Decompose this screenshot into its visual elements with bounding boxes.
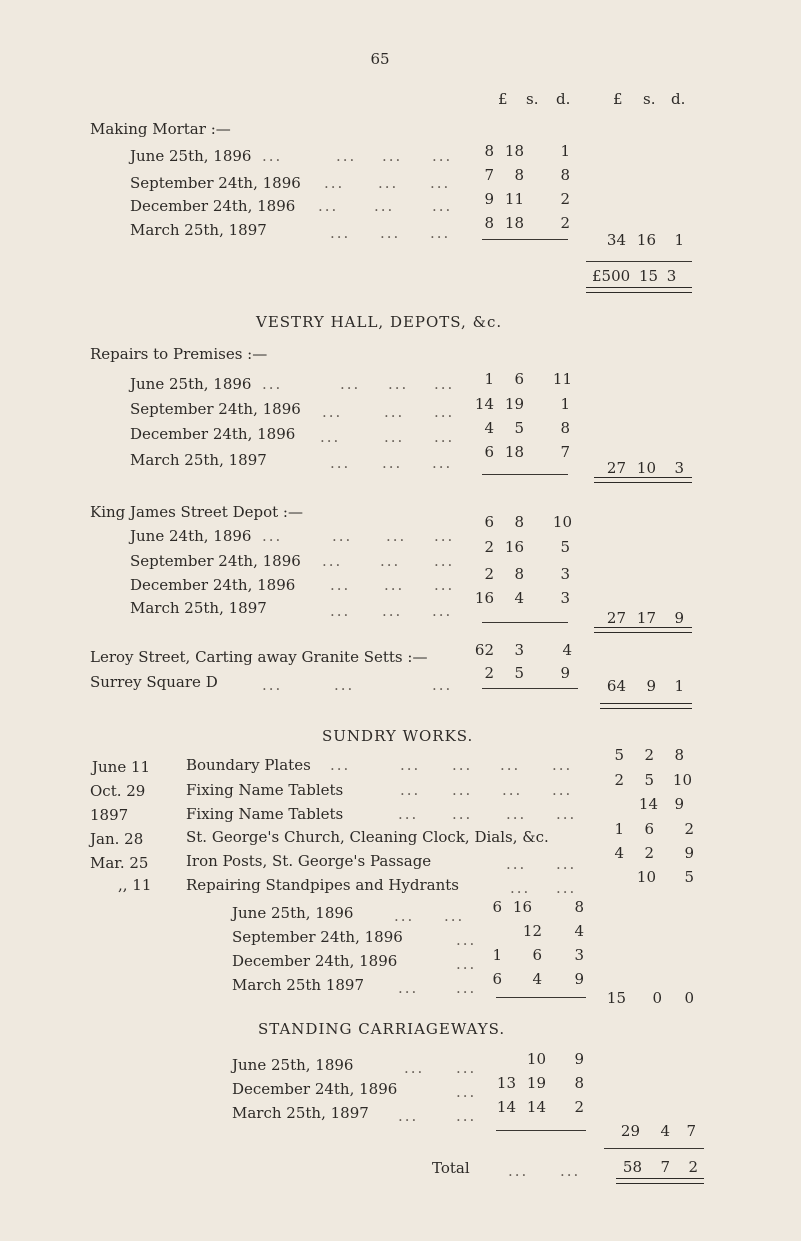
- double-rule: [594, 627, 692, 633]
- amt-shillings: 14: [526, 1098, 546, 1116]
- row-label: December 24th, 1896: [130, 197, 296, 215]
- leader-dots: ...: [500, 756, 521, 774]
- total-shillings: 7: [660, 1158, 670, 1176]
- leader-dots: ...: [330, 224, 351, 242]
- leader-dots: ...: [432, 602, 453, 620]
- row-label: March 25th, 1897: [130, 451, 267, 469]
- leader-dots: ...: [432, 676, 453, 694]
- leader-dots: ...: [452, 805, 473, 823]
- leader-dots: ...: [382, 454, 403, 472]
- amt-pence: 2: [684, 820, 694, 838]
- total-pence: 7: [686, 1122, 696, 1140]
- amt-pence: 10: [552, 513, 572, 531]
- total-pence: 0: [684, 989, 694, 1007]
- subtotal-rule: [482, 474, 568, 475]
- leader-dots: ...: [502, 781, 523, 799]
- amt-pence: 11: [552, 370, 572, 388]
- double-rule: [594, 477, 692, 483]
- leader-dots: ...: [434, 527, 455, 545]
- col-header-shilling-2: s.: [643, 90, 656, 108]
- total-pounds: 64: [606, 677, 626, 695]
- amt-pence: 8: [674, 746, 684, 764]
- amt-pence: 9: [574, 1050, 584, 1068]
- leader-dots: ...: [456, 1083, 477, 1101]
- amt-pounds: 6: [484, 513, 494, 531]
- amt-shillings: 12: [522, 922, 542, 940]
- row-date: Oct. 29: [90, 782, 146, 800]
- leader-dots: ...: [556, 805, 577, 823]
- amt-pounds: 16: [474, 589, 494, 607]
- total-pence: 9: [674, 609, 684, 627]
- row-label: Fixing Name Tablets: [186, 805, 344, 823]
- total-shillings: 0: [652, 989, 662, 1007]
- section-heading-vestry: VESTRY HALL, DEPOTS, &c.: [256, 313, 503, 331]
- amt-shillings: 19: [504, 395, 524, 413]
- row-label: September 24th, 1896: [130, 552, 301, 570]
- row-label: June 24th, 1896: [130, 527, 252, 545]
- total-pence: 1: [674, 231, 684, 249]
- leader-dots: ...: [382, 147, 403, 165]
- leader-dots: ...: [452, 756, 473, 774]
- total-pounds: 27: [606, 609, 626, 627]
- leader-dots: ...: [430, 224, 451, 242]
- amt-shillings: 18: [504, 142, 524, 160]
- amt-pounds: 4: [484, 419, 494, 437]
- amt-pounds: 2: [484, 664, 494, 682]
- leader-dots: ...: [456, 1059, 477, 1077]
- amt-pence: 9: [674, 795, 684, 813]
- row-date: 1897: [90, 806, 129, 824]
- amt-pounds: 8: [484, 142, 494, 160]
- row-label: September 24th, 1896: [232, 928, 403, 946]
- leader-dots: ...: [432, 197, 453, 215]
- amt-pence: 3: [560, 589, 570, 607]
- amt-pence: 4: [562, 641, 572, 659]
- repairs-heading: Repairs to Premises :—: [90, 345, 268, 363]
- leader-dots: ...: [374, 197, 395, 215]
- amt-pounds: 5: [614, 746, 624, 764]
- amt-pence: 5: [684, 868, 694, 886]
- col-header-pound-1: £: [498, 90, 508, 108]
- total-shillings: 4: [660, 1122, 670, 1140]
- total-shillings: 17: [636, 609, 656, 627]
- row-label: June 25th, 1896: [130, 375, 252, 393]
- leader-dots: ...: [262, 375, 283, 393]
- amt-pence: 9: [574, 970, 584, 988]
- total-pence: 2: [688, 1158, 698, 1176]
- leader-dots: ...: [322, 552, 343, 570]
- row-label: June 25th, 1896: [232, 1056, 354, 1074]
- amt-shillings: 5: [514, 419, 524, 437]
- leader-dots: ...: [430, 174, 451, 192]
- amt-shillings: 3: [514, 641, 524, 659]
- amt-shillings: 8: [514, 513, 524, 531]
- leader-dots: ...: [394, 907, 415, 925]
- amt-pence: 3: [560, 565, 570, 583]
- leader-dots: ...: [380, 552, 401, 570]
- leader-dots: ...: [388, 375, 409, 393]
- amt-pounds: 14: [496, 1098, 516, 1116]
- leader-dots: ...: [330, 576, 351, 594]
- leader-dots: ...: [444, 907, 465, 925]
- section-heading-standing: STANDING CARRIAGEWAYS.: [258, 1020, 506, 1038]
- amt-pence: 2: [560, 214, 570, 232]
- row-label: St. George's Church, Cleaning Clock, Dials, &c.: [186, 828, 549, 846]
- leader-dots: ...: [262, 147, 283, 165]
- amt-pounds: 7: [484, 166, 494, 184]
- double-rule: [600, 703, 692, 709]
- total-shillings: 10: [636, 459, 656, 477]
- double-rule: [616, 1178, 704, 1184]
- total-shillings: 16: [636, 231, 656, 249]
- total-label: Total: [432, 1159, 470, 1177]
- king-james-heading: King James Street Depot :—: [90, 503, 303, 521]
- row-label: March 25th, 1897: [130, 599, 267, 617]
- subtotal-rule: [604, 1148, 704, 1149]
- leader-dots: ...: [434, 375, 455, 393]
- amt-pence: 9: [684, 844, 694, 862]
- row-date: June 11: [92, 758, 151, 776]
- amt-pence: 2: [560, 190, 570, 208]
- total-shillings: 9: [646, 677, 656, 695]
- total-pounds: 15: [606, 989, 626, 1007]
- total-pence: 3: [674, 459, 684, 477]
- amt-pence: 10: [672, 771, 692, 789]
- amt-pence: 8: [574, 1074, 584, 1092]
- leader-dots: ...: [398, 805, 419, 823]
- amt-pence: 2: [574, 1098, 584, 1116]
- leader-dots: ...: [552, 756, 573, 774]
- leader-dots: ...: [434, 428, 455, 446]
- leader-dots: ...: [434, 403, 455, 421]
- amt-shillings: 6: [514, 370, 524, 388]
- row-label: March 25th 1897: [232, 976, 365, 994]
- leader-dots: ...: [400, 781, 421, 799]
- leader-dots: ...: [434, 552, 455, 570]
- amt-shillings: 16: [512, 898, 532, 916]
- leader-dots: ...: [330, 454, 351, 472]
- row-label: March 25th, 1897: [130, 221, 267, 239]
- amt-pounds: 2: [484, 565, 494, 583]
- col-header-pence-2: d.: [671, 90, 686, 108]
- row-label: March 25th, 1897: [232, 1104, 369, 1122]
- amt-pounds: 9: [484, 190, 494, 208]
- leader-dots: ...: [452, 781, 473, 799]
- leader-dots: ...: [262, 527, 283, 545]
- amt-pounds: 1: [492, 946, 502, 964]
- amt-shillings: 4: [514, 589, 524, 607]
- total-pence: 1: [674, 677, 684, 695]
- leader-dots: ...: [556, 855, 577, 873]
- total-pounds: 34: [606, 231, 626, 249]
- row-label: September 24th, 1896: [130, 174, 301, 192]
- amt-shillings: 14: [638, 795, 658, 813]
- amt-pence: 3: [574, 946, 584, 964]
- amt-pounds: 6: [484, 443, 494, 461]
- total-pounds: 29: [620, 1122, 640, 1140]
- amt-shillings: 2: [644, 844, 654, 862]
- subtotal-rule: [482, 688, 578, 689]
- amt-pounds: 14: [474, 395, 494, 413]
- amt-shillings: 11: [504, 190, 524, 208]
- leader-dots: ...: [434, 576, 455, 594]
- leader-dots: ...: [382, 602, 403, 620]
- total-pounds: 58: [622, 1158, 642, 1176]
- amt-pounds: 13: [496, 1074, 516, 1092]
- leader-dots: ...: [506, 805, 527, 823]
- row-date: ,, 11: [118, 876, 152, 894]
- amt-shillings: 5: [644, 771, 654, 789]
- amt-pence: 1: [560, 142, 570, 160]
- amt-pounds: 4: [614, 844, 624, 862]
- leader-dots: ...: [404, 1059, 425, 1077]
- amt-shillings: 6: [644, 820, 654, 838]
- amt-pence: 8: [560, 419, 570, 437]
- leader-dots: ...: [398, 1107, 419, 1125]
- leader-dots: ...: [506, 855, 527, 873]
- amt-shillings: 5: [514, 664, 524, 682]
- row-label: September 24th, 1896: [130, 400, 301, 418]
- row-label: Repairing Standpipes and Hydrants: [186, 876, 459, 894]
- leader-dots: ...: [432, 147, 453, 165]
- page-number: 65: [370, 50, 390, 68]
- amt-pounds: 2: [484, 538, 494, 556]
- leader-dots: ...: [386, 527, 407, 545]
- amt-pence: 1: [560, 395, 570, 413]
- amt-pence: 4: [574, 922, 584, 940]
- subtotal-rule: [586, 261, 692, 262]
- row-label: Fixing Name Tablets: [186, 781, 344, 799]
- row-label: Leroy Street, Carting away Granite Setts :—: [90, 648, 428, 666]
- leader-dots: ...: [556, 879, 577, 897]
- col-header-pence-1: d.: [556, 90, 571, 108]
- amt-pounds: 1: [484, 370, 494, 388]
- amt-pence: 8: [560, 166, 570, 184]
- grand-total: £500 15 3: [592, 267, 677, 285]
- amt-pence: 7: [560, 443, 570, 461]
- row-label: Surrey Square D: [90, 673, 218, 691]
- leader-dots: ...: [552, 781, 573, 799]
- leader-dots: ...: [320, 428, 341, 446]
- subtotal-rule: [482, 622, 568, 623]
- making-mortar-heading: Making Mortar :—: [90, 120, 231, 138]
- amt-shillings: 8: [514, 166, 524, 184]
- row-label: December 24th, 1896: [232, 1080, 398, 1098]
- leader-dots: ...: [432, 454, 453, 472]
- amt-shillings: 4: [532, 970, 542, 988]
- amt-shillings: 6: [532, 946, 542, 964]
- leader-dots: ...: [560, 1162, 581, 1180]
- col-header-pound-2: £: [613, 90, 623, 108]
- amt-shillings: 18: [504, 443, 524, 461]
- leader-dots: ...: [400, 756, 421, 774]
- row-label: June 25th, 1896: [130, 147, 252, 165]
- amt-shillings: 19: [526, 1074, 546, 1092]
- leader-dots: ...: [332, 527, 353, 545]
- leader-dots: ...: [380, 224, 401, 242]
- amt-shillings: 18: [504, 214, 524, 232]
- amt-pounds: 8: [484, 214, 494, 232]
- amt-pence: 8: [574, 898, 584, 916]
- amt-shillings: 2: [644, 746, 654, 764]
- leader-dots: ...: [340, 375, 361, 393]
- amt-pence: 5: [560, 538, 570, 556]
- amt-shillings: 8: [514, 565, 524, 583]
- total-pounds: 27: [606, 459, 626, 477]
- leader-dots: ...: [324, 174, 345, 192]
- row-label: Boundary Plates: [186, 756, 311, 774]
- leader-dots: ...: [378, 174, 399, 192]
- leader-dots: ...: [456, 1107, 477, 1125]
- row-label: December 24th, 1896: [232, 952, 398, 970]
- amt-pounds: 2: [614, 771, 624, 789]
- leader-dots: ...: [318, 197, 339, 215]
- leader-dots: ...: [508, 1162, 529, 1180]
- amt-pounds: 6: [492, 970, 502, 988]
- col-header-shilling-1: s.: [526, 90, 539, 108]
- row-label: December 24th, 1896: [130, 425, 296, 443]
- leader-dots: ...: [336, 147, 357, 165]
- leader-dots: ...: [384, 403, 405, 421]
- amt-shillings: 16: [504, 538, 524, 556]
- leader-dots: ...: [510, 879, 531, 897]
- subtotal-rule: [482, 239, 568, 240]
- leader-dots: ...: [330, 602, 351, 620]
- leader-dots: ...: [384, 576, 405, 594]
- leader-dots: ...: [330, 756, 351, 774]
- amt-pence: 9: [560, 664, 570, 682]
- leader-dots: ...: [384, 428, 405, 446]
- leader-dots: ...: [322, 403, 343, 421]
- leader-dots: ...: [456, 931, 477, 949]
- amt-shillings: 10: [636, 868, 656, 886]
- leader-dots: ...: [334, 676, 355, 694]
- row-label: June 25th, 1896: [232, 904, 354, 922]
- row-date: Mar. 25: [90, 854, 149, 872]
- double-rule: [586, 287, 692, 293]
- amt-shillings: 10: [526, 1050, 546, 1068]
- amt-pounds: 1: [614, 820, 624, 838]
- amt-pounds: 6: [492, 898, 502, 916]
- row-label: December 24th, 1896: [130, 576, 296, 594]
- subtotal-rule: [496, 997, 586, 998]
- row-label: Iron Posts, St. George's Passage: [186, 852, 432, 870]
- leader-dots: ...: [456, 979, 477, 997]
- amt-pounds: 62: [474, 641, 494, 659]
- leader-dots: ...: [398, 979, 419, 997]
- subtotal-rule: [496, 1130, 586, 1131]
- row-date: Jan. 28: [90, 830, 144, 848]
- section-heading-sundry: SUNDRY WORKS.: [322, 727, 474, 745]
- leader-dots: ...: [456, 955, 477, 973]
- leader-dots: ...: [262, 676, 283, 694]
